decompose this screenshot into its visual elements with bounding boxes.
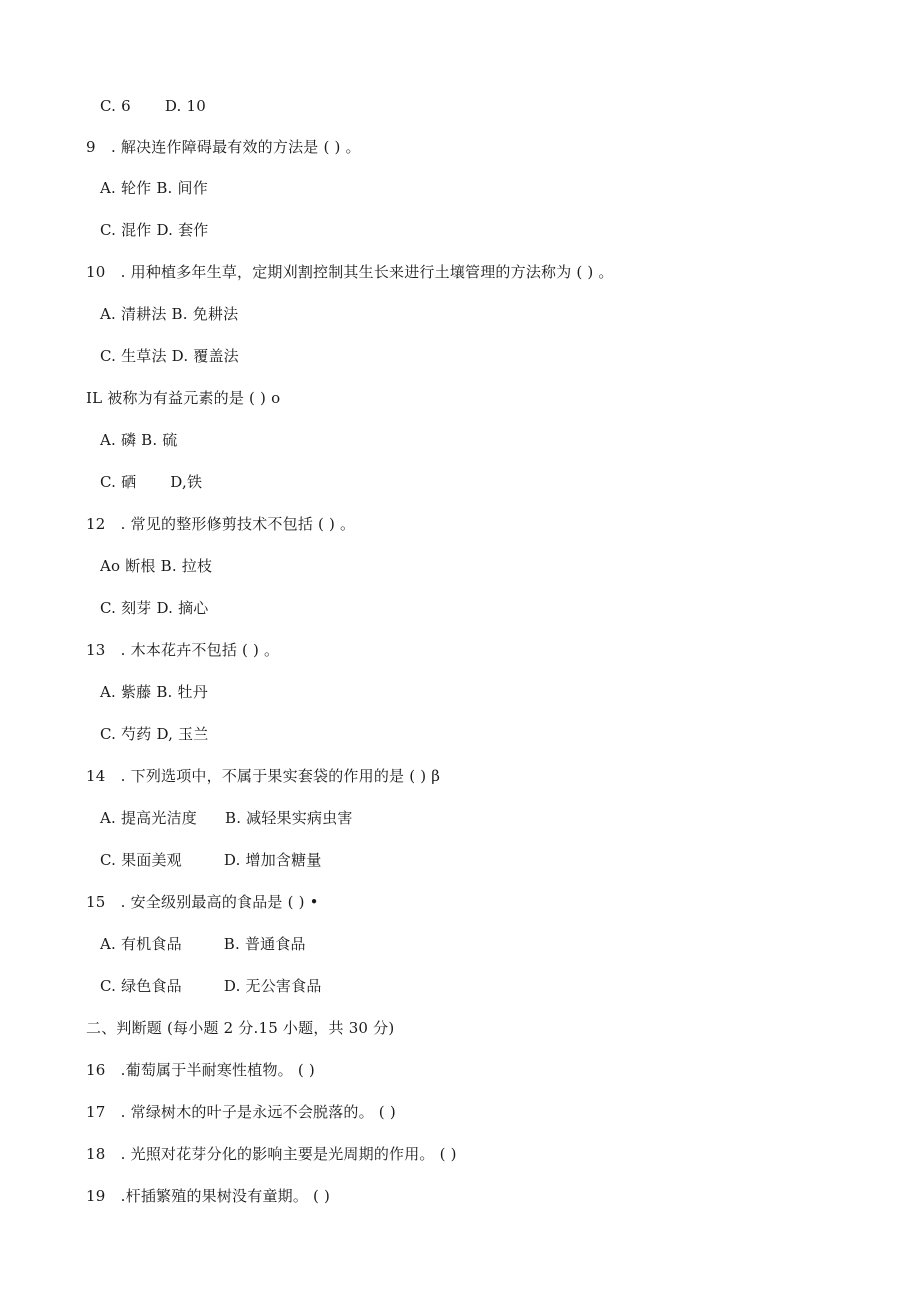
option-line: C. 6 D. 10 xyxy=(100,97,206,115)
question-14: 14 . 下列选项中，不属于果实套袋的作用的是 ( ) β xyxy=(86,767,441,785)
option-line: A. 磷 B. 硫 xyxy=(100,431,178,449)
option-line: Ao 断根 B. 拉枝 xyxy=(100,557,213,575)
option-line: A. 提高光洁度 B. 减轻果实病虫害 xyxy=(100,809,353,827)
question-15: 15 . 安全级别最高的食品是 ( ) • xyxy=(86,893,319,911)
question-13: 13 . 木本花卉不包括 ( ) 。 xyxy=(86,641,280,659)
question-12: 12 . 常见的整形修剪技术不包括 ( ) 。 xyxy=(86,515,356,533)
option-line: A. 紫藤 B. 牡丹 xyxy=(100,683,208,701)
option-line: C. 果面美观 D. 增加含糖量 xyxy=(100,851,322,869)
option-line: A. 清耕法 B. 免耕法 xyxy=(100,305,239,323)
option-line: C. 混作 D. 套作 xyxy=(100,221,209,239)
option-line: C. 绿色食品 D. 无公害食品 xyxy=(100,977,322,995)
section-heading: 二、判断题 (每小题 2 分.15 小题，共 30 分) xyxy=(86,1019,395,1037)
question-16: 16 .葡萄属于半耐寒性植物。 ( ) xyxy=(86,1061,315,1079)
question-19: 19 .杆插繁殖的果树没有童期。 ( ) xyxy=(86,1187,331,1205)
question-18: 18 . 光照对花芽分化的影响主要是光周期的作用。 ( ) xyxy=(86,1145,457,1163)
question-9: 9 . 解决连作障碍最有效的方法是 ( ) 。 xyxy=(86,138,361,156)
option-line: A. 有机食品 B. 普通食品 xyxy=(100,935,306,953)
option-line: C. 刻芽 D. 摘心 xyxy=(100,599,209,617)
option-line: C. 硒 D,铁 xyxy=(100,473,203,491)
question-11: IL 被称为有益元素的是 ( ) o xyxy=(86,389,281,407)
question-17: 17 . 常绿树木的叶子是永远不会脱落的。 ( ) xyxy=(86,1103,396,1121)
option-line: A. 轮作 B. 间作 xyxy=(100,179,208,197)
option-line: C. 芍药 D, 玉兰 xyxy=(100,725,209,743)
question-10: 10 . 用种植多年生草，定期刈割控制其生长来进行土壤管理的方法称为 ( ) 。 xyxy=(86,263,614,281)
option-line: C. 生草法 D. 覆盖法 xyxy=(100,347,239,365)
